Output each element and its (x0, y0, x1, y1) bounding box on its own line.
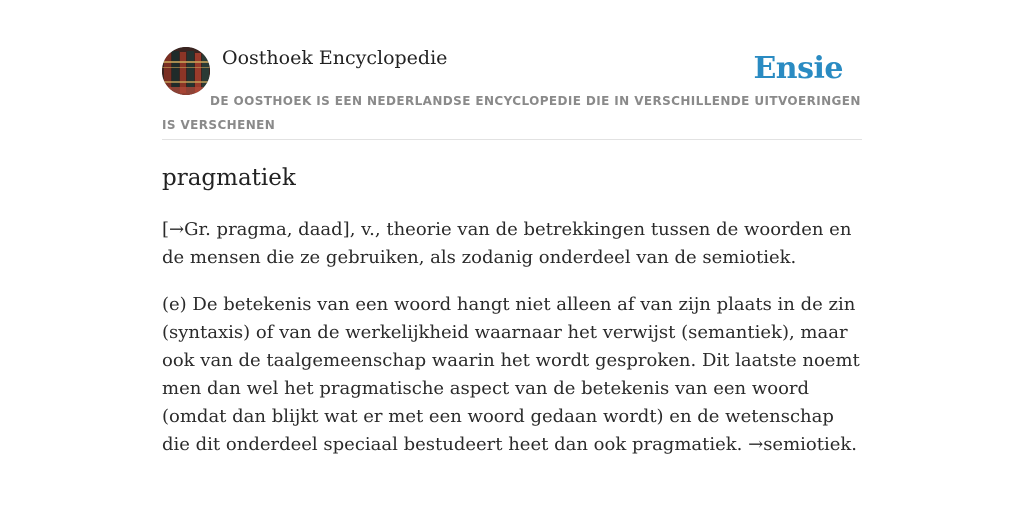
entry-definition: [→Gr. pragma, daad], v., theorie van de betrekkingen tussen de woorden en de mensen die ze gebruiken, als zodanig onderdeel van de semiotiek. (162, 219, 852, 268)
avatar[interactable] (162, 47, 210, 95)
site-header (162, 0, 862, 140)
site-title[interactable]: Oosthoek Encyclopedie (222, 47, 448, 69)
book-spines-icon (162, 47, 210, 95)
brand-logo[interactable]: Ensie (753, 51, 843, 86)
entry-explanation: (e) De betekenis van een woord hangt niet alleen af van zijn plaats in de zin (syntaxis) of van de werkelijkheid waarnaar het verwijst (semantiek), maar ook van de taalgemeenschap waarin het wordt gesproken. Dit laatste noemt men dan wel het pragmatische aspect van de betekenis van een woord (omdat dan blijkt wat er met een woord gedaan wordt) en de wetenschap die dit onderdeel speciaal bestudeert heet dan ook pragmatiek. →semiotiek. (162, 294, 860, 455)
site-tagline: DE OOSTHOEK IS EEN NEDERLANDSE ENCYCLOPEDIE DIE IN VERSCHILLENDE UITVOERINGEN IS VERSCHENEN (162, 94, 861, 132)
page (162, 0, 862, 512)
entry-term: pragmatiek (162, 165, 296, 191)
